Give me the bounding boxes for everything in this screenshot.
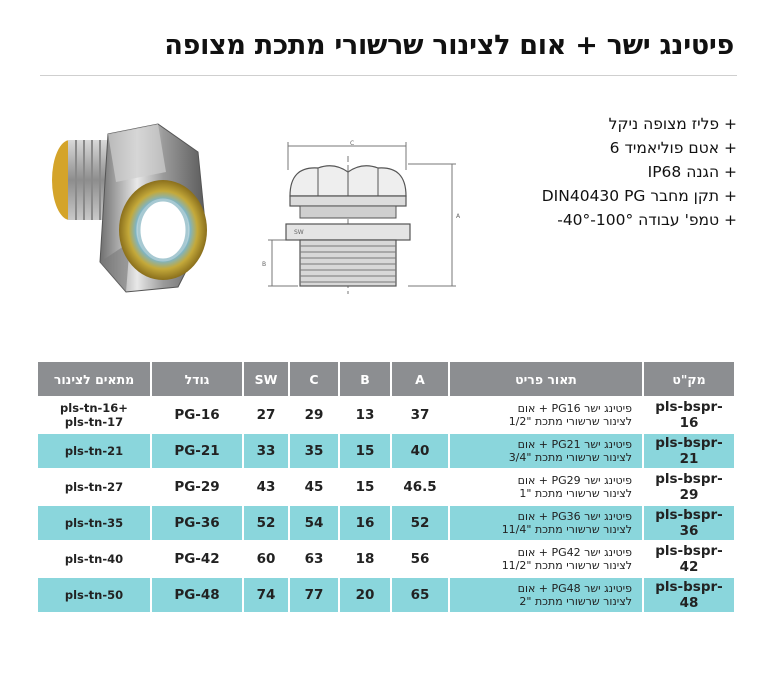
table-row xyxy=(38,505,735,541)
page-title: פיטינג ישר + אום לצינור שרשורי מתכת מצופה xyxy=(164,30,734,61)
desc-line: לצינור שרשורי מתכת "3/4 xyxy=(508,451,632,464)
cell-sw: 43 xyxy=(243,469,289,505)
cell-c: 29 xyxy=(289,397,339,433)
feature-item: + אטם פוליאמיד 6 xyxy=(609,139,737,157)
cell-sw: 33 xyxy=(243,433,289,469)
cell-b: 18 xyxy=(339,541,391,577)
dimension-sw-label: SW xyxy=(294,229,304,236)
dimension-c-label: C xyxy=(350,140,355,147)
header-c: C xyxy=(289,362,339,397)
cell-size: PG-29 xyxy=(151,469,243,505)
cell-b: 15 xyxy=(339,469,391,505)
cell-sku: pls-bspr-21 xyxy=(643,433,735,469)
cell-sw: 60 xyxy=(243,541,289,577)
cell-match xyxy=(38,469,151,505)
cell-a: 52 xyxy=(391,505,449,541)
cell-b: 16 xyxy=(339,505,391,541)
header-b: B xyxy=(339,362,391,397)
match-line: pls-tn-17 xyxy=(64,415,124,429)
cell-description xyxy=(449,433,643,469)
match-line: pls-tn-50 xyxy=(64,588,124,602)
desc-line: פיטינג ישר PG48 + אום xyxy=(517,582,632,595)
feature-item: + פליז מצופה ניקל xyxy=(608,115,737,133)
table-row xyxy=(38,577,735,612)
desc-line: לצינור שרשורי מתכת "11/2 xyxy=(501,559,632,572)
desc-line: לצינור שרשורי מתכת "2 xyxy=(519,595,632,608)
desc-line: פיטינג ישר PG42 + אום xyxy=(517,546,632,559)
desc-line: פיטינג ישר PG29 + אום xyxy=(517,474,632,487)
title-divider xyxy=(40,75,737,76)
header-size: גודל xyxy=(151,362,243,397)
cell-size: PG-21 xyxy=(151,433,243,469)
match-line: pls-tn-40 xyxy=(64,552,124,566)
dimension-a-label: A xyxy=(456,213,461,220)
desc-line: לצינור שרשורי מתכת "1/2 xyxy=(508,415,632,428)
desc-line: פיטינג ישר PG36 + אום xyxy=(517,510,632,523)
cell-a: 65 xyxy=(391,577,449,612)
cell-c: 77 xyxy=(289,577,339,612)
table-row xyxy=(38,397,735,433)
spec-table xyxy=(38,362,736,612)
desc-line: לצינור שרשורי מתכת "1 xyxy=(519,487,632,500)
header-sku: מק"ט xyxy=(643,362,735,397)
cell-c: 35 xyxy=(289,433,339,469)
cell-c: 45 xyxy=(289,469,339,505)
desc-line: פיטינג ישר PG21 + אום xyxy=(517,438,632,451)
match-line: pls-tn-21 xyxy=(64,444,124,458)
cell-sku: pls-bspr-16 xyxy=(643,397,735,433)
cell-sku: pls-bspr-29 xyxy=(643,469,735,505)
technical-drawing xyxy=(238,136,470,300)
cell-description xyxy=(449,397,643,433)
cell-b: 13 xyxy=(339,397,391,433)
cell-b: 20 xyxy=(339,577,391,612)
product-photo xyxy=(38,112,218,307)
cell-c: 63 xyxy=(289,541,339,577)
table-row xyxy=(38,541,735,577)
table-header-row xyxy=(38,362,735,397)
cell-size: PG-48 xyxy=(151,577,243,612)
feature-item: + הגנה IP68 xyxy=(647,163,737,181)
cell-size: PG-42 xyxy=(151,541,243,577)
cell-b: 15 xyxy=(339,433,391,469)
cell-size: PG-16 xyxy=(151,397,243,433)
match-line: pls-tn-16+ xyxy=(60,401,128,415)
cell-a: 37 xyxy=(391,397,449,433)
cell-c: 54 xyxy=(289,505,339,541)
cell-sw: 52 xyxy=(243,505,289,541)
cell-match xyxy=(38,505,151,541)
cell-a: 56 xyxy=(391,541,449,577)
cell-match xyxy=(38,541,151,577)
header-sw: SW xyxy=(243,362,289,397)
header-description: תאור פריט xyxy=(449,362,643,397)
cell-description xyxy=(449,505,643,541)
header-compatible-tube: מתאים לצינור xyxy=(38,362,151,397)
cell-sku: pls-bspr-48 xyxy=(643,577,735,612)
cell-match xyxy=(38,397,151,433)
feature-item: + תקן מחבר DIN40430 PG xyxy=(541,187,737,205)
table-row xyxy=(38,469,735,505)
cell-sku: pls-bspr-42 xyxy=(643,541,735,577)
cell-sku: pls-bspr-36 xyxy=(643,505,735,541)
desc-line: פיטינג ישר PG16 + אום xyxy=(517,402,632,415)
cell-a: 46.5 xyxy=(391,469,449,505)
cell-sw: 27 xyxy=(243,397,289,433)
desc-line: לצינור שרשורי מתכת "11/4 xyxy=(501,523,632,536)
cell-match xyxy=(38,577,151,612)
match-line: pls-tn-35 xyxy=(64,516,124,530)
cell-description xyxy=(449,469,643,505)
table-row xyxy=(38,433,735,469)
dimension-b-label: B xyxy=(262,261,267,268)
cell-sw: 74 xyxy=(243,577,289,612)
cell-description xyxy=(449,577,643,612)
feature-item: + טמפ' עבודה 100°-40°- xyxy=(557,211,737,229)
feature-list xyxy=(477,112,737,232)
match-line: pls-tn-27 xyxy=(64,480,124,494)
cell-a: 40 xyxy=(391,433,449,469)
header-a: A xyxy=(391,362,449,397)
cell-description xyxy=(449,541,643,577)
cell-size: PG-36 xyxy=(151,505,243,541)
cell-match xyxy=(38,433,151,469)
